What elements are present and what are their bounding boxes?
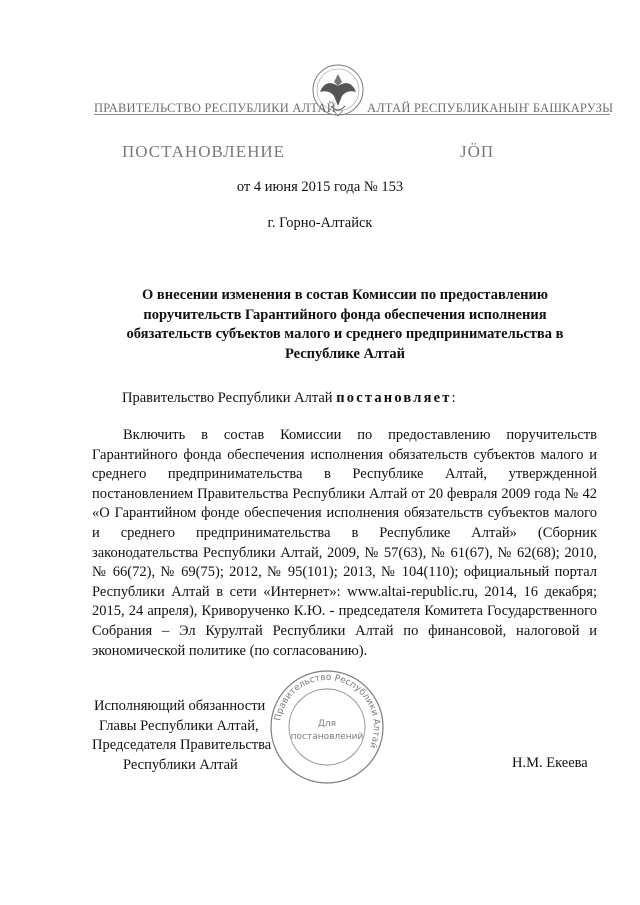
signatory-title — [92, 697, 292, 775]
doc-type-russian: ПОСТАНОВЛЕНИЕ — [122, 142, 286, 161]
signatory-line-2: Главы Республики Алтай, — [99, 717, 259, 734]
org-name-altai: АЛТАЙ РЕСПУБЛИКАНЫҤ БАШКАРУЗЫ — [367, 101, 614, 115]
org-name-russian: ПРАВИТЕЛЬСТВО РЕСПУБЛИКИ АЛТАЙ — [94, 101, 336, 115]
signatory-name: Н.М. Екеева — [512, 755, 588, 771]
signatory-line-4: Республики Алтай — [123, 756, 238, 773]
doc-type-altai: ЈӦП — [460, 142, 495, 161]
document-body: Включить в состав Комиссии по предоставлению поручительств Гарантийного фонда обеспечения исполнения обязательств субъектов малого и среднего предпринимательства в Республике Алтай, утвержденной постановлением Правительства Республики Алтай от 20 февраля 2009 года № 42 «О Гарантийном фонде обеспечения исполнения обязательств субъектов малого и среднего предпринимательства в Республике Алтай» (Сборник законодательства Республики Алтай, 2009, № 57(63), № 61(67), № 62(68); 2010, № 66(72), № 69(75); 2012, № 95(101); 2013, № 104(110); официальный портал Республики Алтай в сети «Интернет»: www.altai-republic.ru, 2014, 16 декабря; 2015, 24 апреля), Криворученко К.Ю. - председателя Комитета Государственного Собрания – Эл Курултай Республики Алтай по финансовой, налоговой и экономической политике (по согласованию). — [92, 427, 597, 659]
signatory-line-3: Председателя Правительства — [92, 737, 272, 753]
preamble — [122, 390, 456, 407]
stamp-inner-line-2: постановлений — [290, 732, 364, 742]
signatory-line-1: Исполняющий обязанности — [94, 698, 266, 714]
document-title: О внесении изменения в состав Комиссии по предоставлению поручительств Гарантийного фонда обеспечения исполнения обязательств субъектов малого и среднего предпринимательства в Республике Алтай — [126, 287, 564, 362]
document-date-number: от 4 июня 2015 года № 153 — [236, 179, 404, 195]
preamble-prefix: Правительство Республики Алтай — [122, 390, 337, 406]
header-divider — [94, 114, 610, 115]
official-stamp-icon — [268, 668, 386, 786]
stamp-outer-text: Правительство Республики Алтай — [273, 672, 382, 750]
preamble-verb: постановляет — [336, 390, 452, 406]
preamble-suffix: : — [451, 390, 456, 406]
stamp-inner-line-1: Для — [317, 719, 337, 729]
document-place: г. Горно-Алтайск — [267, 215, 373, 231]
